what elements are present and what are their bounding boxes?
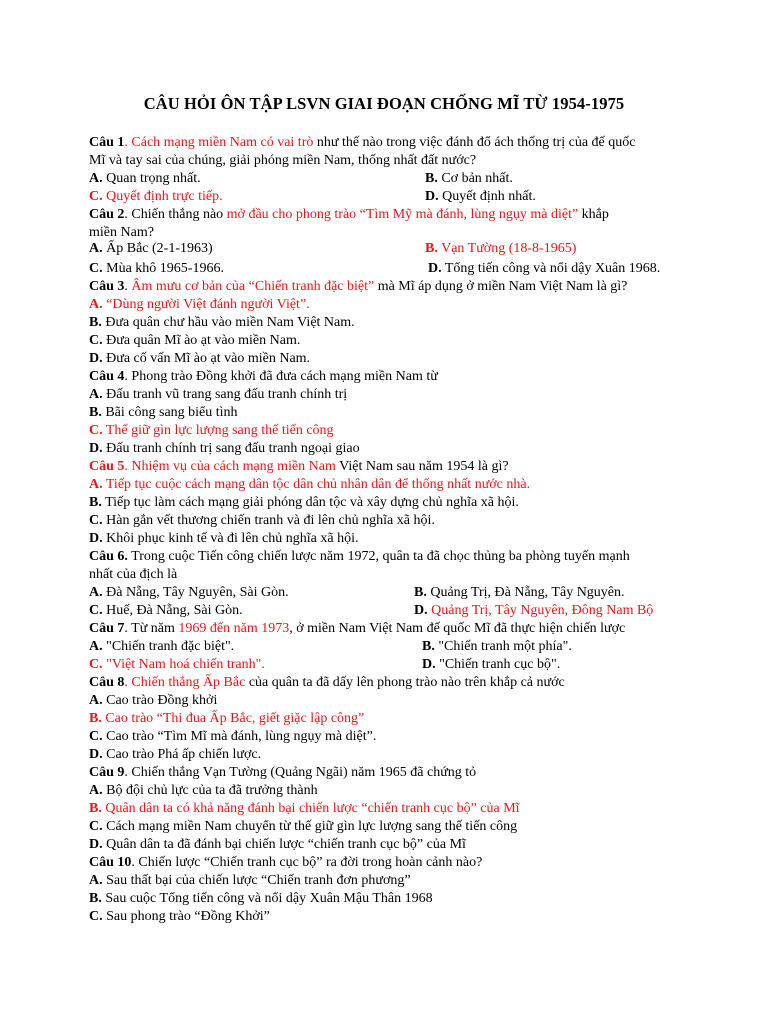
option-text: Mùa khô 1965-1966. (102, 261, 224, 276)
question-text: như thế nào trong việc đánh đổ ách thống trị của đế quốc (313, 135, 636, 150)
option-letter: A. (89, 693, 103, 708)
option-b (89, 404, 238, 422)
question-7 (89, 620, 625, 638)
option-text: Huế, Đà Nẵng, Sài Gòn. (102, 603, 243, 618)
option-b (89, 890, 433, 908)
question-text-highlight: . Chiến thắng Ấp Bắc (124, 675, 246, 690)
option-text: mà Mĩ áp dụng ở miền Nam Việt Nam là gì? (374, 279, 628, 294)
option-text: "Chiến tranh cục bộ". (435, 657, 561, 672)
option-letter: D. (89, 351, 103, 366)
question-6-line-2: nhất của địch là (89, 567, 178, 582)
option-letter: A. (89, 171, 103, 186)
option-text: Quyết định nhất. (438, 189, 536, 204)
option-d (428, 260, 660, 278)
option-b (414, 584, 625, 602)
option-c (89, 602, 243, 620)
option-d (89, 530, 358, 548)
option-text: , ở miền Nam Việt Nam đế quốc Mĩ đã thực hiện chiến lược (289, 621, 626, 636)
question-text-highlight: . Cách mạng miền Nam có vai trò (124, 135, 314, 150)
option-text: Đưa quân chư hầu vào miền Nam Việt Nam. (101, 315, 355, 330)
option-text: Đấu tranh vũ trang sang đấu tranh chính trị (102, 387, 348, 402)
question-2-line-2: miền Nam? (89, 225, 154, 240)
question-1-line-2: Mĩ và tay sai của chúng, giải phóng miền Nam, thống nhất đất nước? (89, 153, 477, 168)
option-text: Cao trào Phá ấp chiến lược. (102, 747, 262, 762)
question-number: Câu 9 (89, 765, 125, 780)
option-letter: B. (89, 711, 102, 726)
option-letter: C. (89, 657, 103, 672)
option-text: . Chiến thắng Vạn Tường (Quảng Ngãi) năm 1965 đã chứng tỏ (124, 765, 477, 780)
option-letter: B. (422, 639, 435, 654)
option-letter: B. (89, 801, 102, 816)
option-c-answer (89, 188, 223, 206)
question-number: Câu 4 (89, 369, 125, 384)
question-8 (89, 674, 565, 692)
option-d (89, 836, 466, 854)
option-d (89, 440, 360, 458)
question-number: Câu 6. (89, 549, 128, 564)
option-b (89, 494, 519, 512)
option-letter: C. (89, 333, 103, 348)
option-text: Cách mạng miền Nam chuyển từ thế giữ gìn lực lượng sang thế tiến công (102, 819, 518, 834)
option-text: của quân ta đã dấy lên phong trào nào trên khắp cả nước (245, 675, 565, 690)
option-letter: A. (89, 639, 103, 654)
question-number: Câu 1 (89, 135, 125, 150)
option-a (89, 872, 411, 890)
option-letter: B. (89, 405, 102, 420)
option-letter: C. (89, 909, 103, 924)
option-text: . Phong trào Đồng khởi đã đưa cách mạng miền Nam từ (124, 369, 438, 384)
option-text: “Dùng người Việt đánh người Việt”. (102, 297, 310, 312)
question-5 (89, 458, 509, 476)
option-text: Cao trào “Thi đua Ấp Bắc, giết giặc lập công” (101, 711, 365, 726)
option-letter: C. (89, 819, 103, 834)
option-letter: D. (425, 189, 439, 204)
question-number: Câu 8 (89, 675, 125, 690)
option-d (425, 188, 536, 206)
question-text-highlight: Âm mưu cơ bản của “Chiến tranh đặc biệt” (131, 279, 375, 294)
question-number: Câu 2 (89, 207, 125, 222)
option-b (422, 638, 572, 656)
option-b (89, 314, 355, 332)
question-2 (89, 206, 609, 224)
option-a (89, 584, 289, 602)
option-text: Sau cuộc Tổng tiến công và nổi dậy Xuân Mậu Thân 1968 (101, 891, 433, 906)
option-letter: B. (414, 585, 427, 600)
option-text: Quảng Trị, Tây Nguyên, Đông Nam Bộ (427, 603, 654, 618)
option-letter: A. (89, 387, 103, 402)
option-letter: B. (425, 171, 438, 186)
question-text-highlight: 1969 đến năm 1973 (178, 621, 290, 636)
option-letter: D. (414, 603, 428, 618)
option-b (425, 170, 513, 188)
option-text: Bộ đội chủ lực của ta đã trưởng thành (102, 783, 318, 798)
option-letter: C. (89, 261, 103, 276)
option-letter: D. (89, 747, 103, 762)
option-letter: D. (422, 657, 436, 672)
option-a-answer (89, 476, 530, 494)
question-number: Câu 7 (89, 621, 125, 636)
option-letter: B. (89, 891, 102, 906)
option-text: Cơ bản nhất. (437, 171, 513, 186)
option-c (89, 332, 300, 350)
option-text: Tiếp tục cuộc cách mạng dân tộc dân chủ nhân dân để thống nhất nước nhà. (102, 477, 531, 492)
document-title: CÂU HỎI ÔN TẬP LSVN GIAI ĐOẠN CHỐNG MĨ TỪ 1954-1975 (143, 94, 625, 113)
option-d-answer (414, 602, 653, 620)
option-c (89, 728, 376, 746)
option-letter: C. (89, 729, 103, 744)
question-4 (89, 368, 438, 386)
option-letter: A. (89, 241, 103, 256)
option-letter: B. (425, 241, 438, 256)
option-c-answer (89, 656, 265, 674)
option-letter: B. (89, 315, 102, 330)
option-text: Đà Nẵng, Tây Nguyên, Sài Gòn. (102, 585, 289, 600)
option-letter: D. (89, 837, 103, 852)
option-b-answer (89, 710, 364, 728)
question-number: Câu 3 (89, 279, 125, 294)
option-letter: C. (89, 513, 103, 528)
question-text-highlight: . Nhiệm vụ của cách mạng miền Nam (124, 459, 336, 474)
question-text-highlight: mở đầu cho phong trào “Tìm Mỹ mà đánh, lùng ngụy mà diệt” (226, 207, 579, 222)
option-text: "Chiến tranh đặc biệt". (102, 639, 235, 654)
option-letter: A. (89, 297, 103, 312)
option-a (89, 240, 213, 258)
option-text: Quyết định trực tiếp. (102, 189, 223, 204)
option-letter: C. (89, 603, 103, 618)
option-c (89, 260, 224, 278)
option-text: Vạn Tường (18-8-1965) (437, 241, 577, 256)
option-letter: C. (89, 423, 103, 438)
option-d (422, 656, 560, 674)
option-text: Quan trọng nhất. (102, 171, 201, 186)
option-b-answer (425, 240, 576, 258)
option-text: Sau phong trào “Đồng Khởi” (102, 909, 270, 924)
option-text: "Chiến tranh một phía". (434, 639, 572, 654)
option-text: . Chiến thắng nào (124, 207, 227, 222)
option-c (89, 818, 517, 836)
option-letter: A. (89, 477, 103, 492)
option-c (89, 908, 270, 926)
option-text: Quân dân ta đã đánh bại chiến lược “chiến tranh cục bộ” của Mĩ (102, 837, 466, 852)
option-text: Đưa quân Mĩ ào ạt vào miền Nam. (102, 333, 301, 348)
option-letter: A. (89, 783, 103, 798)
option-text: . (124, 279, 132, 294)
question-number: Câu 10 (89, 855, 132, 870)
option-text: khắp (578, 207, 609, 222)
question-3 (89, 278, 627, 296)
option-a (89, 638, 234, 656)
option-text: . Từ năm (124, 621, 179, 636)
option-text: Sau thất bại của chiến lược “Chiến tranh đơn phương” (102, 873, 411, 888)
option-text: Việt Nam sau năm 1954 là gì? (335, 459, 509, 474)
question-9 (89, 764, 476, 782)
option-a (89, 170, 201, 188)
option-text: Tổng tiến công và nổi dậy Xuân 1968. (441, 261, 661, 276)
option-text: Cao trào Đồng khởi (102, 693, 218, 708)
option-d (89, 350, 310, 368)
option-text: Trong cuộc Tiến công chiến lược năm 1972, quân ta đã chọc thủng ba phòng tuyến mạnh (127, 549, 630, 564)
option-text: Bãi công sang biểu tình (101, 405, 238, 420)
option-text: Quân dân ta có khả năng đánh bại chiến lược “chiến tranh cục bộ” của Mĩ (101, 801, 520, 816)
option-c (89, 512, 435, 530)
option-a (89, 386, 347, 404)
option-letter: A. (89, 873, 103, 888)
option-text: Hàn gắn vết thương chiến tranh và đi lên chủ nghĩa xã hội. (102, 513, 435, 528)
option-text: Đấu tranh chính trị sang đấu tranh ngoại giao (102, 441, 360, 456)
option-text: Ấp Bắc (2-1-1963) (102, 241, 213, 256)
option-text: Cao trào “Tìm Mĩ mà đánh, lùng ngụy mà diệt”. (102, 729, 377, 744)
option-letter: B. (89, 495, 102, 510)
option-text: "Việt Nam hoá chiến tranh". (102, 657, 265, 672)
option-text: Thế giữ gìn lực lượng sang thế tiến công (102, 423, 334, 438)
option-b-answer (89, 800, 520, 818)
option-a (89, 692, 217, 710)
question-10 (89, 854, 482, 872)
option-a (89, 782, 318, 800)
option-letter: D. (89, 531, 103, 546)
option-text: . Chiến lược “Chiến tranh cục bộ” ra đời trong hoàn cảnh nào? (131, 855, 483, 870)
question-6 (89, 548, 630, 566)
option-text: Đưa cố vấn Mĩ ào ạt vào miền Nam. (102, 351, 311, 366)
option-d (89, 746, 261, 764)
option-letter: D. (89, 441, 103, 456)
option-letter: D. (428, 261, 442, 276)
option-a-answer (89, 296, 310, 314)
option-letter: A. (89, 585, 103, 600)
option-text: Quảng Trị, Đà Nẵng, Tây Nguyên. (426, 585, 625, 600)
question-number: Câu 5 (89, 459, 125, 474)
option-letter: C. (89, 189, 103, 204)
question-1 (89, 134, 635, 152)
option-text: Tiếp tục làm cách mạng giải phóng dân tộc và xây dựng chủ nghĩa xã hội. (101, 495, 519, 510)
option-text: Khôi phục kinh tế và đi lên chủ nghĩa xã hội. (102, 531, 359, 546)
option-c-answer (89, 422, 334, 440)
